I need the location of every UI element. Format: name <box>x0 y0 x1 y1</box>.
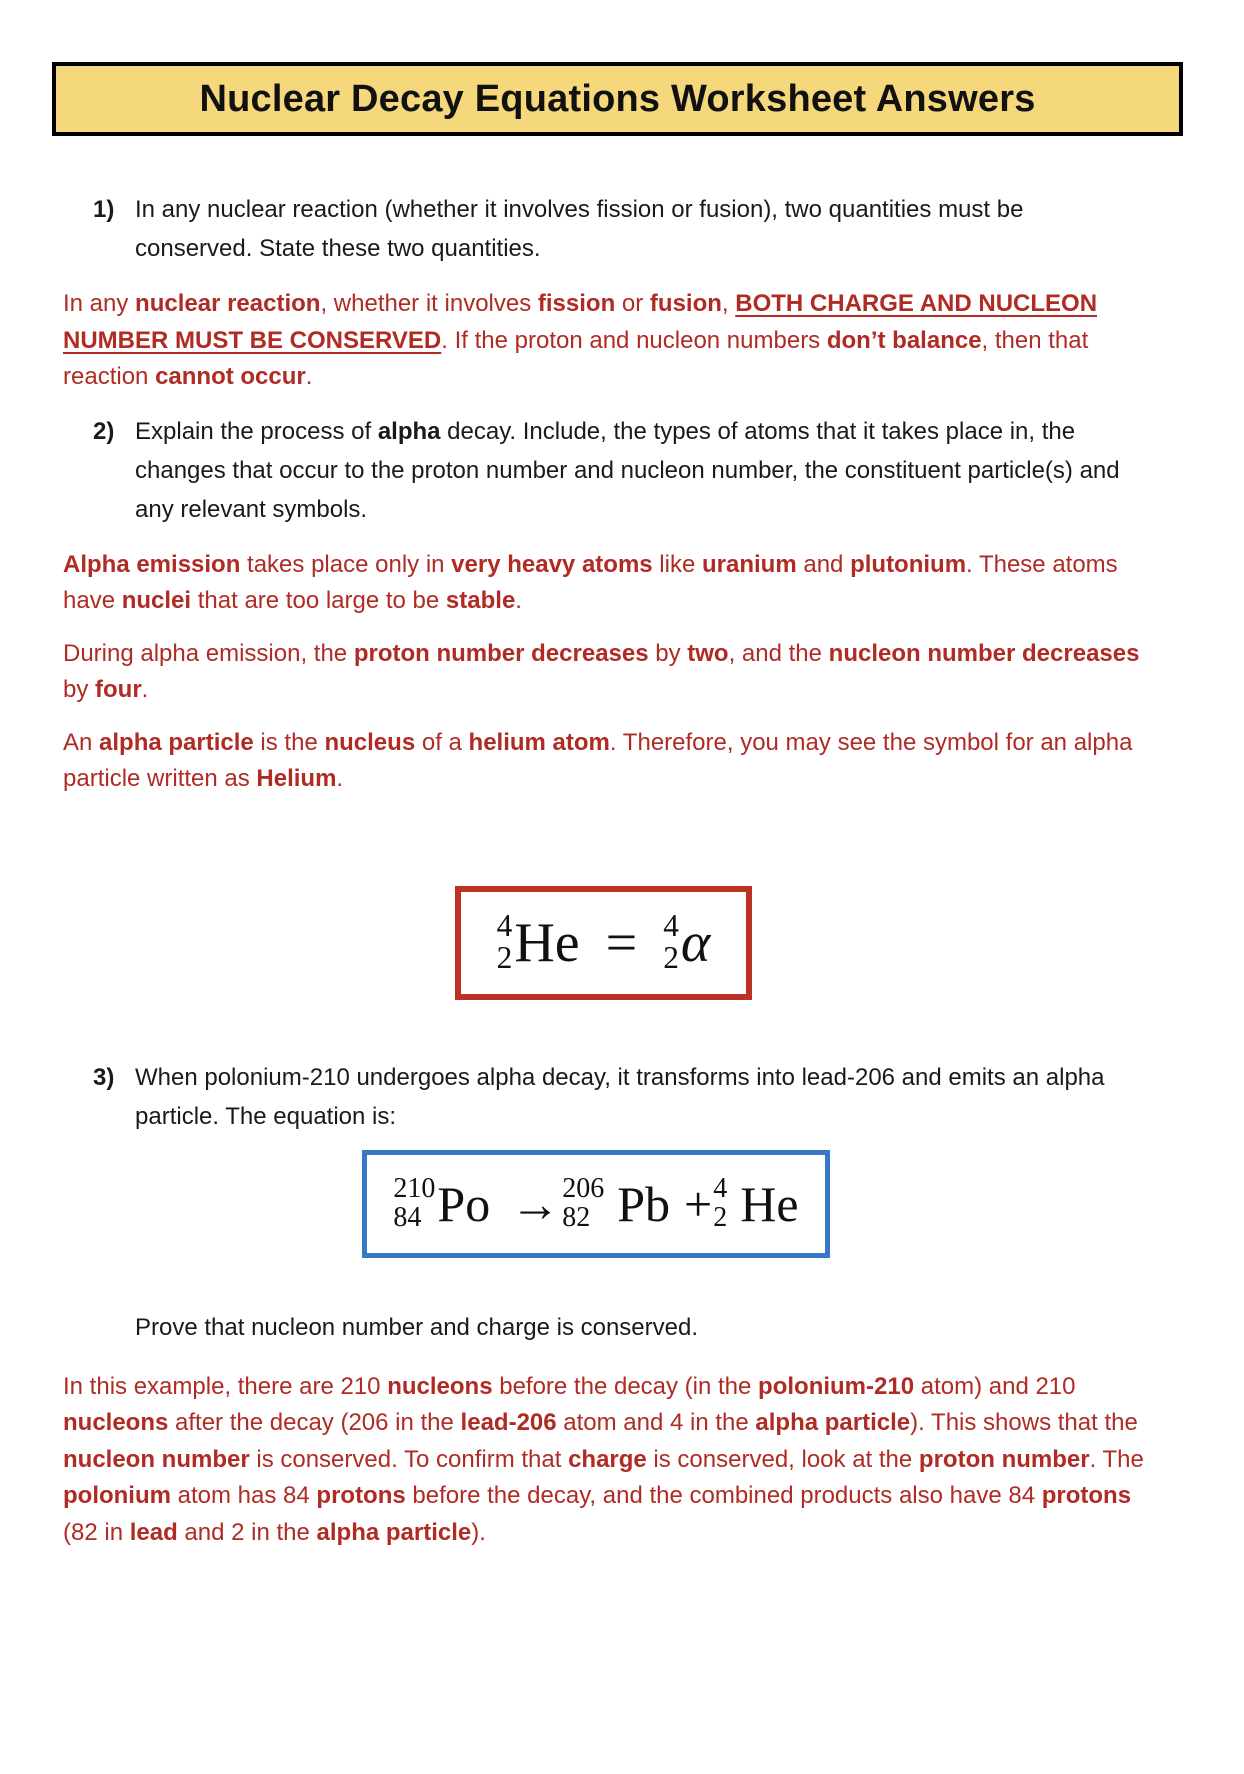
atomic-number: 2 <box>663 940 679 975</box>
question-1-text: In any nuclear reaction (whether it involves fission or fusion), two quantities must be conserved. State these two quantities. <box>135 196 1024 262</box>
question-1 <box>93 190 1145 268</box>
page-title: Nuclear Decay Equations Worksheet Answers <box>199 77 1036 120</box>
question-2-text: Explain the process of alpha decay. Include, the types of atoms that it takes place in, the changes that occur to the proton number and nucleon number, the constituent particle(s) and any relevant symbols. <box>135 417 1120 523</box>
answer-2-paragraph-2: During alpha emission, the proton number decreases by two, and the nucleon number decreases by four. <box>63 639 1140 703</box>
alpha-symbol-equation <box>496 908 711 975</box>
answer-1-text: In any nuclear reaction, whether it involves fission or fusion, BOTH CHARGE AND NUCLEON NUMBER MUST BE CONSERVED. If the proton and nucleon numbers don’t balance, then that reaction cannot occur. <box>63 290 1098 390</box>
question-2-number: 2) <box>93 417 115 445</box>
nuclide-prescripts <box>496 908 513 975</box>
lead-nuclide <box>562 1175 670 1233</box>
nuclide-prescripts <box>562 1173 605 1233</box>
question-3 <box>93 1058 1145 1136</box>
element-symbol: He <box>514 911 580 974</box>
element-symbol: α <box>680 911 711 974</box>
question-3-number: 3) <box>93 1063 115 1091</box>
mass-number: 4 <box>496 908 513 944</box>
nuclide-prescripts <box>713 1173 728 1233</box>
question-3-text: When polonium-210 undergoes alpha decay, it transforms into lead-206 and emits an alpha particle. The equation is: <box>135 1063 1105 1130</box>
plus-symbol: + <box>684 1175 713 1232</box>
answer-3-text: In this example, there are 210 nucleons before the decay (in the polonium-210 atom) and 210 nucleons after the decay (206 in the lead-206 atom and 4 in the alpha particle). This shows that the nucleon number is conserved. To confirm that charge is conserved, look at the proton number. The polonium atom has 84 protons before the decay, and the combined products also have 84 protons (82 in lead and 2 in the alpha particle). <box>63 1372 1144 1546</box>
element-symbol: Po <box>437 1175 491 1232</box>
answer-2-paragraph-1: Alpha emission takes place only in very heavy atoms like uranium and plutonium. These atoms have nuclei that are too large to be stable. <box>63 550 1118 614</box>
mass-number: 4 <box>713 1173 728 1205</box>
helium-nuclide <box>713 1175 798 1233</box>
nuclide-prescripts <box>663 908 679 975</box>
decay-equation <box>393 1175 798 1233</box>
element-symbol: Pb <box>617 1175 671 1232</box>
alpha-nuclide <box>663 908 711 975</box>
worksheet-page <box>0 62 1244 1774</box>
nuclide-prescripts <box>393 1173 436 1233</box>
atomic-number: 2 <box>496 940 513 975</box>
polonium-nuclide <box>393 1175 490 1233</box>
element-symbol: He <box>740 1175 799 1232</box>
alpha-symbol-equation-box <box>455 886 752 1000</box>
right-arrow-symbol: → <box>510 1175 561 1232</box>
helium-nuclide <box>496 908 580 975</box>
atomic-number: 2 <box>713 1202 728 1233</box>
answer-2-paragraph-3: An alpha particle is the nucleus of a helium atom. Therefore, you may see the symbol for an alpha particle written as Helium. <box>63 728 1133 792</box>
atomic-number: 84 <box>393 1202 422 1233</box>
question-2 <box>93 412 1145 529</box>
title-box <box>52 62 1183 136</box>
prove-instruction: Prove that nucleon number and charge is conserved. <box>135 1313 699 1341</box>
decay-equation-box <box>362 1150 830 1258</box>
atomic-number: 82 <box>562 1202 591 1233</box>
equals-sign: = <box>605 911 638 974</box>
mass-number: 210 <box>393 1173 436 1205</box>
question-1-number: 1) <box>93 196 115 223</box>
mass-number: 4 <box>663 908 679 944</box>
mass-number: 206 <box>562 1173 605 1205</box>
